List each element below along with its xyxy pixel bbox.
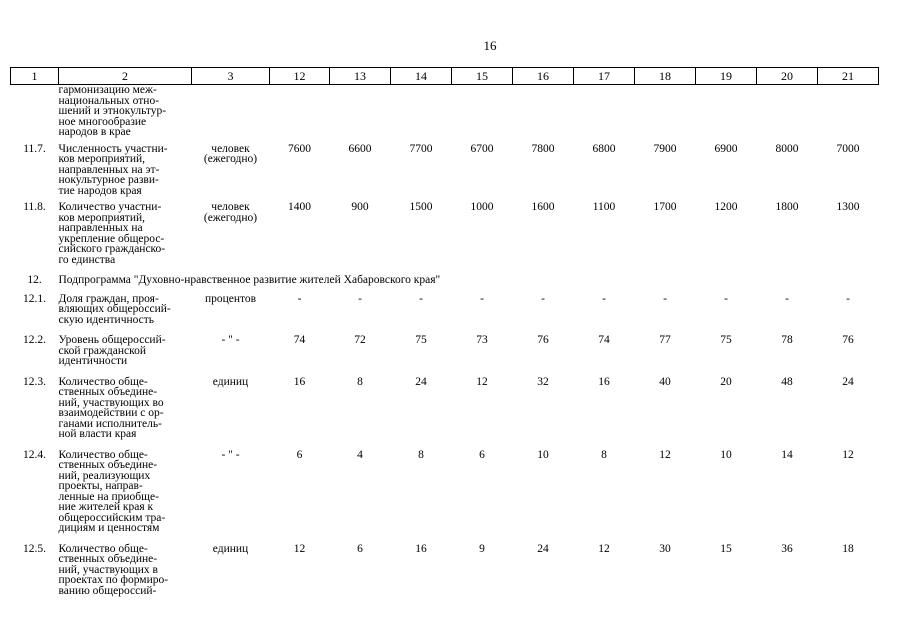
value-cell: -: [480, 292, 484, 305]
value-cell: 16: [415, 542, 427, 555]
value-cell: 7800: [531, 142, 555, 155]
indicator-name: [59, 450, 192, 544]
text-line: идентичности: [58, 355, 128, 367]
value-cell: 6800: [592, 142, 616, 155]
value-cell: [452, 85, 513, 144]
table-row: [11, 294, 879, 336]
value-cell: [513, 85, 574, 144]
table-row: [11, 450, 879, 544]
text-line: - " -: [221, 448, 240, 461]
text-line: ние жителей края к: [58, 501, 154, 513]
value-cell: 30: [659, 542, 671, 555]
text-line: ний, участвующих во: [58, 396, 164, 409]
value-cell: 10: [537, 448, 549, 461]
row-number: 12.: [27, 274, 42, 286]
text-line: ний, реализующих: [58, 469, 151, 482]
value-cell: 18: [842, 542, 854, 555]
value-cell: 24: [415, 375, 427, 388]
value-cell: -: [785, 292, 789, 305]
indicator-name: [59, 294, 192, 336]
unit-of-measure: [192, 202, 270, 275]
text-line: Уровень общероссий-: [58, 334, 166, 346]
text-line: ков мероприятий,: [58, 211, 145, 224]
value-cell: -: [663, 292, 667, 305]
row-number: 12.4.: [23, 448, 46, 461]
text-line: нокультурное разви-: [58, 174, 159, 186]
value-cell: [818, 85, 879, 144]
value-cell: 1400: [288, 201, 311, 213]
text-line: шений и этнокультур-: [58, 105, 167, 117]
value-cell: [696, 85, 757, 144]
text-line: скую идентичность: [58, 313, 155, 326]
indicator-name: [59, 202, 192, 275]
text-line: гармонизацию меж-: [58, 84, 157, 96]
text-line: (ежегодно): [203, 153, 258, 165]
value-cell: [635, 85, 696, 144]
value-cell: 8000: [775, 142, 799, 155]
unit-of-measure: [192, 450, 270, 544]
value-cell: [270, 85, 330, 144]
text-line: национальных отно-: [58, 94, 160, 107]
value-cell: 7600: [288, 142, 311, 155]
text-line: общероссийским тра-: [58, 511, 166, 524]
value-cell: 75: [415, 334, 427, 346]
text-line: ственных объедине-: [58, 459, 158, 471]
value-cell: [330, 85, 391, 144]
table-row: [11, 544, 879, 597]
value-cell: 6700: [470, 142, 494, 155]
value-cell: 6: [357, 542, 363, 555]
unit-of-measure: [192, 85, 270, 144]
value-cell: -: [724, 292, 728, 305]
row-number: 12.1.: [23, 292, 46, 305]
value-cell: 1600: [531, 201, 555, 213]
row-number: 11.8.: [23, 201, 46, 213]
text-line: ской гражданской: [58, 344, 147, 357]
row-number: 12.2.: [23, 334, 46, 346]
text-line: Количество обще-: [58, 375, 148, 388]
value-cell: 74: [598, 334, 610, 346]
text-line: ний, участвующих в: [58, 563, 158, 576]
text-line: единиц: [212, 375, 249, 388]
value-cell: 16: [293, 375, 306, 388]
value-cell: 9: [479, 542, 485, 555]
row-number: 12.3.: [23, 375, 46, 388]
value-cell: -: [541, 292, 545, 305]
value-cell: -: [846, 292, 850, 305]
indicator-name: [59, 335, 192, 377]
value-cell: -: [602, 292, 606, 305]
value-cell: 6: [479, 448, 485, 461]
value-cell: 78: [781, 334, 793, 346]
value-cell: 73: [476, 334, 488, 346]
column-header: 21: [818, 68, 879, 85]
text-line: ной власти края: [58, 428, 137, 440]
unit-of-measure: [192, 294, 270, 336]
text-line: го единства: [58, 253, 116, 266]
column-header: 13: [330, 68, 391, 85]
column-header: 17: [574, 68, 635, 85]
value-cell: 72: [354, 334, 366, 346]
unit-of-measure: [192, 377, 270, 450]
value-cell: 6900: [714, 142, 738, 155]
text-line: сийского гражданско-: [58, 243, 166, 255]
value-cell: 77: [659, 334, 671, 346]
text-line: ленные на приобще-: [58, 490, 159, 503]
text-line: человек: [211, 142, 250, 155]
text-line: проекты, направ-: [58, 480, 143, 492]
text-line: направленных на эт-: [58, 163, 160, 176]
value-cell: 20: [720, 375, 732, 388]
text-line: тие народов края: [58, 184, 142, 197]
value-cell: -: [358, 292, 362, 305]
page-number: 16: [483, 38, 497, 53]
value-cell: 12: [598, 542, 610, 555]
column-header: 16: [513, 68, 574, 85]
text-line: укрепление общерос-: [58, 232, 165, 245]
value-cell: 74: [293, 334, 306, 346]
value-cell: 1800: [775, 201, 799, 213]
text-line: Численность участни-: [58, 142, 168, 155]
text-line: - " -: [221, 334, 240, 346]
text-line: человек: [211, 201, 250, 213]
value-cell: 1700: [653, 201, 677, 213]
text-line: взаимодействии с ор-: [58, 407, 164, 419]
value-cell: 32: [537, 375, 549, 388]
value-cell: 1000: [470, 201, 494, 213]
value-cell: 12: [842, 448, 854, 461]
value-cell: 8: [357, 375, 363, 388]
value-cell: 14: [781, 448, 793, 461]
value-cell: 8: [418, 448, 424, 461]
indicator-name: [59, 85, 192, 144]
text-line: Количество обще-: [58, 542, 148, 555]
value-cell: 1100: [592, 201, 616, 213]
value-cell: 6600: [348, 142, 372, 155]
unit-of-measure: [192, 544, 270, 597]
value-cell: 12: [293, 542, 306, 555]
value-cell: 1300: [836, 201, 860, 213]
indicator-name: [59, 544, 192, 597]
value-cell: -: [297, 292, 302, 305]
value-cell: -: [419, 292, 423, 305]
value-cell: 7700: [409, 142, 433, 155]
column-header: 14: [391, 68, 452, 85]
text-line: ков мероприятий,: [58, 153, 145, 165]
indicators-table: [10, 67, 879, 596]
value-cell: 1500: [409, 201, 433, 213]
text-line: вляющих общероссий-: [58, 303, 171, 315]
text-line: направленных на: [58, 222, 143, 234]
value-cell: 75: [720, 334, 732, 346]
table-row: [11, 377, 879, 450]
value-cell: 76: [842, 334, 854, 346]
column-header: 20: [757, 68, 818, 85]
value-cell: 40: [659, 375, 671, 388]
column-header: 18: [635, 68, 696, 85]
value-cell: 7900: [653, 142, 677, 155]
text-line: проектах по формиро-: [58, 574, 169, 586]
text-line: (ежегодно): [203, 211, 258, 224]
table-row: [11, 335, 879, 377]
indicator-name: [59, 377, 192, 450]
value-cell: 48: [781, 375, 793, 388]
value-cell: 4: [357, 448, 363, 461]
value-cell: 24: [842, 375, 854, 388]
value-cell: 16: [598, 375, 610, 388]
text-line: ванию общероссий-: [58, 584, 157, 597]
column-header: 2: [59, 68, 192, 85]
row-number: 11.7.: [23, 142, 46, 155]
value-cell: 8: [601, 448, 607, 461]
table-body: [11, 85, 879, 597]
value-cell: [391, 85, 452, 144]
text-line: ное многообразие: [58, 115, 147, 128]
text-line: Количество обще-: [58, 448, 148, 461]
unit-of-measure: [192, 335, 270, 377]
value-cell: 12: [659, 448, 671, 461]
value-cell: [574, 85, 635, 144]
text-line: единиц: [212, 542, 249, 555]
value-cell: 12: [476, 375, 488, 388]
column-header: 15: [452, 68, 513, 85]
text-line: народов в крае: [58, 126, 131, 138]
column-header: 3: [192, 68, 270, 85]
indicator-name: [59, 144, 192, 203]
column-header: 1: [11, 68, 59, 85]
value-cell: 10: [720, 448, 732, 461]
value-cell: 6: [296, 448, 303, 461]
header-row: [11, 68, 879, 85]
text-line: ганами исполнитель-: [58, 417, 162, 430]
text-line: процентов: [204, 292, 257, 305]
table-row: [11, 202, 879, 275]
row-number: [11, 85, 59, 144]
value-cell: [757, 85, 818, 144]
row-number: 12.5.: [23, 542, 46, 555]
value-cell: 900: [351, 201, 369, 213]
value-cell: 76: [537, 334, 549, 346]
unit-of-measure: [192, 144, 270, 203]
value-cell: 15: [720, 542, 732, 555]
value-cell: 1200: [714, 201, 738, 213]
value-cell: 7000: [836, 142, 860, 155]
text-line: Доля граждан, проя-: [58, 292, 159, 305]
table-row: [11, 85, 879, 144]
text-line: Количество участни-: [58, 201, 162, 213]
text-line: дициям и ценностям: [58, 522, 160, 534]
text-line: ственных объедине-: [58, 386, 158, 398]
value-cell: 24: [537, 542, 549, 555]
column-header: 12: [270, 68, 330, 85]
table-row: [11, 144, 879, 203]
subprogram-title: Подпрограмма "Духовно-нравственное развитие жителей Хабаровского края": [58, 274, 441, 286]
column-header: 19: [696, 68, 757, 85]
text-line: ственных объедине-: [58, 553, 158, 565]
value-cell: 36: [781, 542, 793, 555]
subprogram-row: [11, 275, 879, 294]
